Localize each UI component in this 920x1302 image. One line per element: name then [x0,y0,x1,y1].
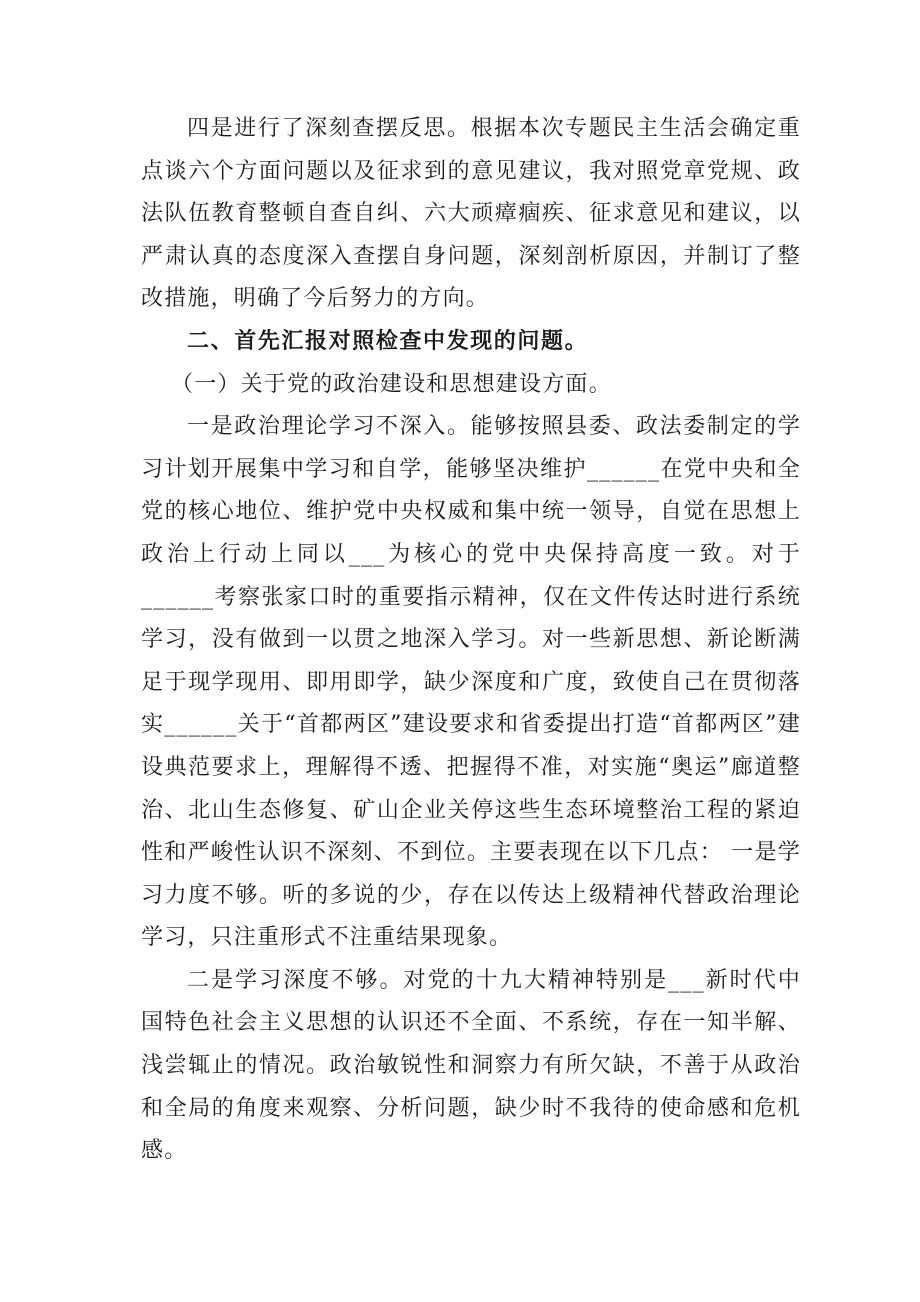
paragraph-study-depth: 二是学习深度不够。对党的十九大精神特别是___新时代中国特色社会主义思想的认识还不全面、不系统，存在一知半解、浅尝辄止的情况。政治敏锐性和洞察力有所欠缺，不善于从政治和全局的角度来观察、分析问题，缺少时不我待的使命感和危机感。 [141,967,801,1164]
paragraph-political-study: 一是政治理论学习不深入。能够按照县委、政法委制定的学习计划开展集中学习和自学，能够坚决维护______在党中央和全党的核心地位、维护党中央权威和集中统一领导，自觉在思想上政治上行动上同以___为核心的党中央保持高度一致。对于______考察张家口时的重要指示精神，仅在文件传达时进行系统学习，没有做到一以贯之地深入学习。对一些新思想、新论断满足于现学现用、即用即学，缺少深度和广度，致使自己在贯彻落实______关于“首都两区”建设要求和省委提出打造“首都两区”建设典范要求上，理解得不透、把握得不准，对实施“奥运”廊道整治、北山生态修复、矿山企业关停这些生态环境整治工程的紧迫性和严峻性认识不深刻、不到位。主要表现在以下几点： 一是学习力度不够。听的多说的少，存在以传达上级精神代替政治理论学习，只注重形式不注重结果现象。 [141,414,801,951]
section-heading: 二、首先汇报对照检查中发现的问题。 [187,328,589,354]
subsection-heading: （一）关于党的政治建设和思想建设方面。 [171,371,612,397]
document-body [141,108,801,1173]
paragraph-reflection: 四是进行了深刻查摆反思。根据本次专题民主生活会确定重点谈六个方面问题以及征求到的意见建议，我对照党章党规、政法队伍教育整顿自查自纠、六大顽瘴痼疾、征求意见和建议，以严肃认真的态度深入查摆自身问题，深刻剖析原因，并制订了整改措施，明确了今后努力的方向。 [141,116,801,312]
